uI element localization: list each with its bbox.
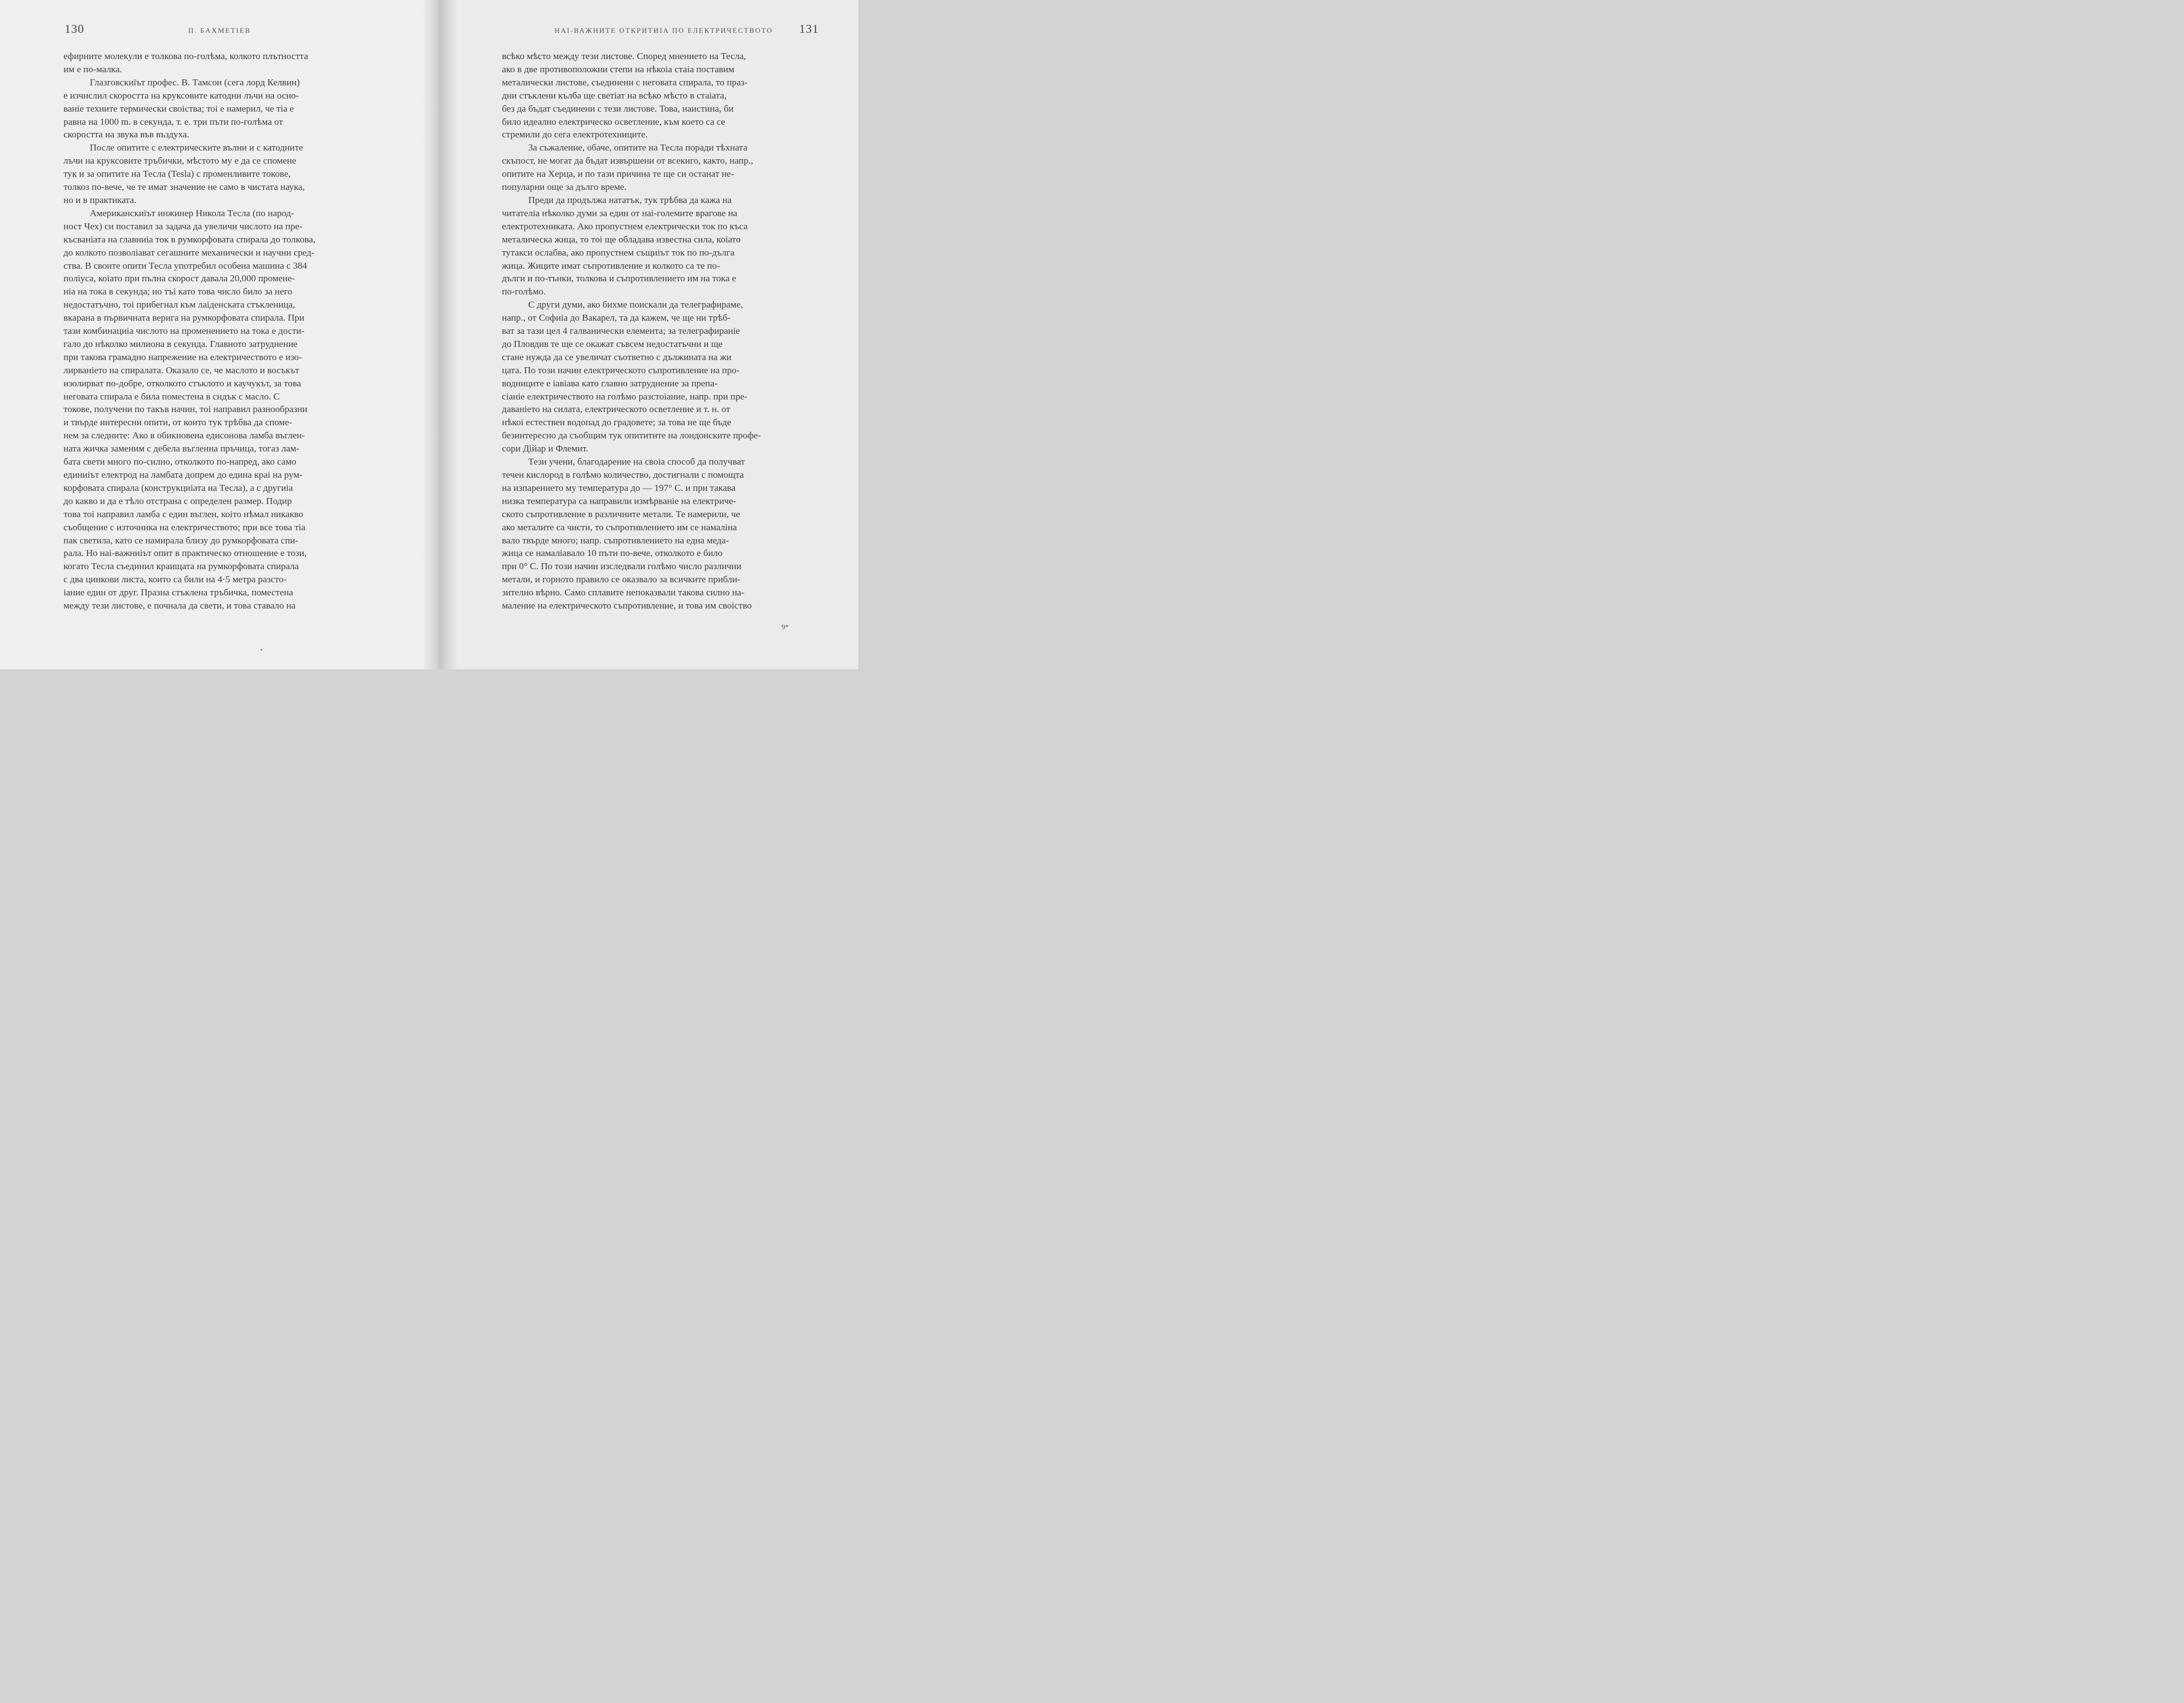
left-paragraph-4: Американскиїът инжинер Никола Тесла (по народ- ност Чех) си поставил за задача да увеличи числото на пре- късваніата на главниіа ток в румкорфовата спирала до толкова, до колкото позволіават сегашните механически и научни сред- ства. В своите опити Тесла употребил особена машина с 384 поліуса, коіато при пълна скорост давала 20,000 промене- ніа на тока в секунда; но тъі като това число било за него недостатъчно, тоі прибегнал към лаіденската стъкленица, вкарана в първичната верига на румкорфовата спирала. При тази комбинациіа числото на променението на тока е дости- гало до нѣколко милиона в секунда. Главното затруднение при такова грамадно напрежение на електричеството е изо- лирваніето на спиралата. Оказало се, че маслото и восъкът изолирват по-добре, отколкото стъклото и каучукът, за това неговата спирала е била поместена в сндък с масло. С токове, получени по такъв начин, тоі направил разнообразни и твърде интересни опити, от които тук трѣбва да споме- нем за следните: Ако в обикновена едисонова ламба въглен- ната жичка заменим с дебела въгленна пръчица, тогаз лам- бата свети много по-силно, отколкото по-напред, ако само единиіът електрод на ламбата допрем до едина краі на рум- корфовата спирала (конструкциіата на Тесла), а с другиіа до какво и да е тѣло отстрана с определен размер. Подир това тоі направил ламба с един въглен, коіто нѣмал никакво съобщение с източника на електричеството; при все това тіа пак светила, като се намирала близу до румкорфовата спи- рала. Но наі-важниіът опит в практическо отношение е този, когато Тесла съединил краищата на румкорфовата спирала с два цинкови листа, които са били на 4·5 метра разсто- іание един от друг. Празна стъклена тръбичка, поместена между тези листове, е почнала да свети, и това ставало на [63, 207, 316, 611]
right-paragraph-5: Тези учени, благодарение на своіа способ да получват течен кислород в голѣмо количество, достигнали с помощта на изпарението му температура до — 197° С. и при такава низка температура са направили измѣрваніе на електриче- ското съпротивление в различните метали. Те намерили, че ако металите са чисти, то съпротивлението им се намаліна вало твърде много; напр. съпротивлението на една меда- жица се намаліавало 10 пъти по-вече, отколкото е било при 0° С. По този начин изследвали голѣмо число различни метали, и горното правило се оказвало за всичките прибли- зително вѣрно. Само сплавите непоказвали такова силно на- маление на електрическото съпротивление, и това им своіство [502, 456, 752, 611]
left-text-column [63, 50, 382, 612]
right-paragraph-4: С други думи, ако бихме поискали да телеграфираме, напр., от Софиіа до Вакарел, та да кажем, че ще ни трѣб- ват за тази цел 4 галванически елемента; за телеграфираніе до Пловдив те ще се окажат съвсем недостатъчни и ще стане нужда да се увеличат съответно с дължината на жи цата. По този начин електрическото съпротивление на про- водниците е іавіава като главно затруднение за препа- сіаніе електричеството на голѣмо разстоіание, напр. при пре- даваніето на силата, електрическото осветление и т. н. от нѣкоі естествен водопад до градовете; за това не ще бъде безинтересно да съобщим тук опититите на лондонските профе- сори Дійар и Флемит. [502, 299, 761, 454]
right-paragraph-2: За съжаление, обаче, опитите на Тесла поради тѣхната скъпост, не могат да бъдат извършени от всекиго, както, напр., опитите на Херца, и по тази причина те ще си останат не- популарни още за дълго време. [502, 142, 753, 193]
right-paragraph-1: всѣко мѣсто между тези листове. Според мнението на Тесла, ако в две противоположни степи на нѣкоіа стаіа поставим металически листове, съединени с неговата спирала, то праз- дни стъклени кълба ще светіат на всѣко мѣсто в стаіата, без да бъдат съединени с тези листове. Това, наистина, би било идеално електрическо осветление, към което са се стремили до сега електротехниците. [502, 51, 748, 140]
right-paragraph-3: Преди да продължа нататък, тук трѣбва да кажа на читателіа нѣколко думи за един от наі-големите врагове на електротехниката. Ако пропустнем електрически ток по къса металическа жица, то тоі ще обладава известна сила, коіато тутакси ослабва, ако пропустнем същиіът ток по по-дълга жица. Жиците имат съпротивление и колкото са те по- дълги и по-тънки, толкова и съпротивлението им на тока е по-голѣмо. [502, 194, 748, 297]
book-gutter [423, 0, 458, 669]
left-page-number: 130 [65, 22, 84, 36]
left-paragraph-3: После опитите с електрическите вълни и с катодните лъчи на круксовите тръбички, мѣстото му е да се спомене тук и за опитите на Тесла (Tesla) с променливите токове, толкоз по-вече, че те имат значение не само в чистата наука, но и в практиката. [63, 142, 305, 205]
left-paragraph-2: Глазговскиїът профес. В. Тамсон (сега лорд Келвин) е изчислил скоростта на круксовите катодни лъчи на осно- ваніе техните термически своіства; тоі е намерил, че тіа е равна на 1000 m. в секунда, т. е. три пъти по-голѣма от скоростта на звука във въздуха. [63, 77, 300, 140]
right-page-number: 131 [799, 22, 819, 36]
left-running-head: П. БАХМЕТІЕВ [188, 26, 251, 34]
left-page [0, 0, 438, 669]
print-speck [261, 649, 262, 651]
right-running-head: НАІ-ВАЖНИТЕ ОТКРИТИІА ПО ЕЛЕКТРИЧЕСТВОТО [554, 26, 773, 34]
signature-mark: 9* [782, 623, 789, 631]
right-text-column [502, 50, 821, 612]
left-paragraph-1: ефирните молекули е толкова по-голѣма, колкото плътността им е по-малка. [63, 51, 308, 74]
right-page [438, 0, 858, 669]
